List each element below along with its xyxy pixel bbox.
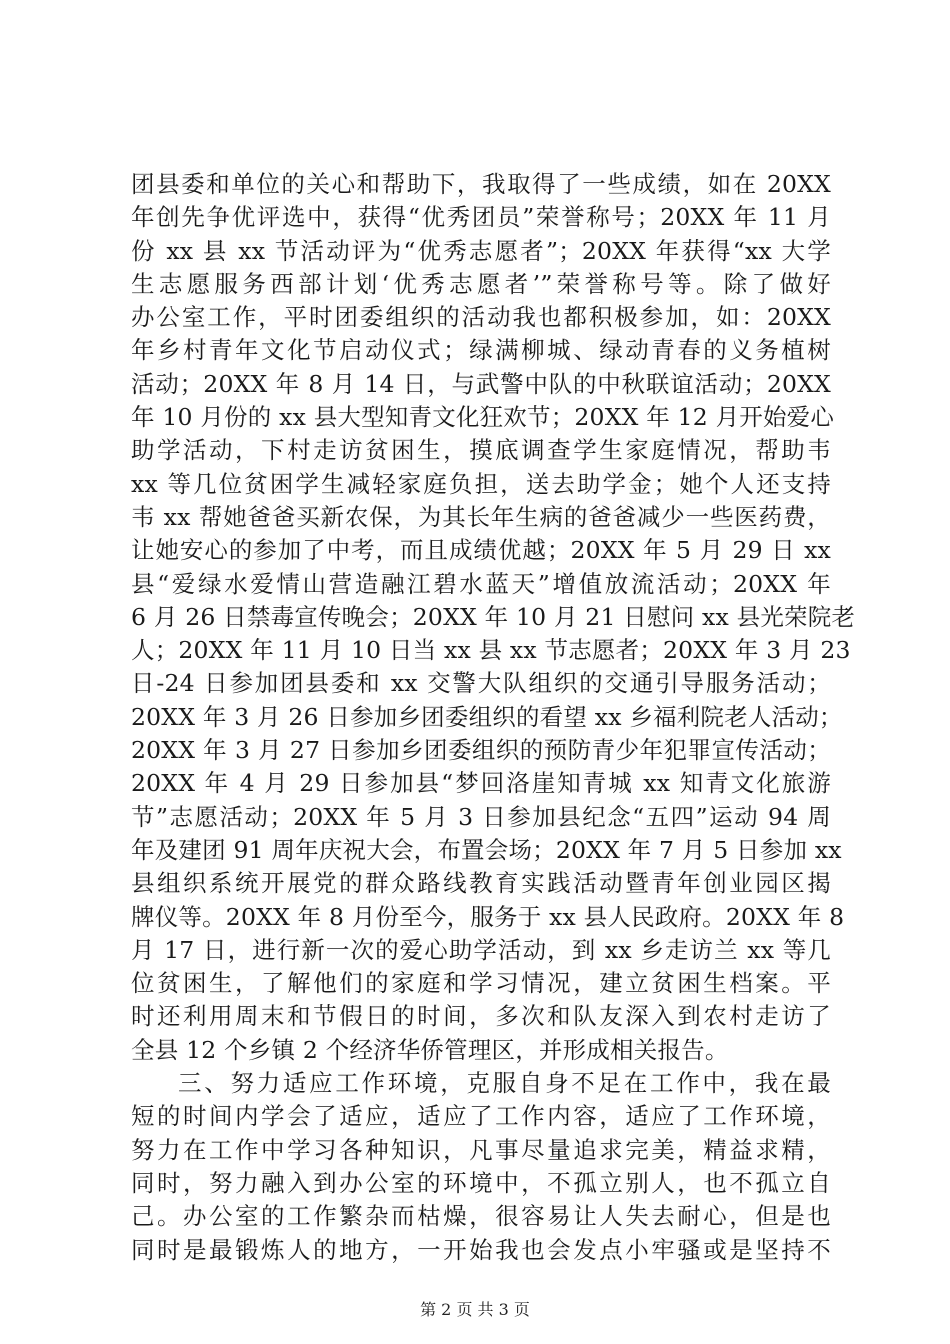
text-line: 办公室工作，平时团委组织的活动我也都积极参加，如：20XX — [131, 303, 831, 332]
text-line: 年乡村青年文化节启动仪式；绿满柳城、绿动青春的义务植树 — [131, 336, 831, 365]
text-line: 韦 xx 帮她爸爸买新农保，为其长年生病的爸爸减少一些医药费， — [131, 502, 831, 531]
text-line: 年创先争优评选中，获得“优秀团员”荣誉称号；20XX 年 11 月 — [131, 203, 831, 232]
text-line: 己。办公室的工作繁杂而枯燥，很容易让人失去耐心，但是也 — [131, 1202, 831, 1231]
text-line: 同时，努力融入到办公室的环境中，不孤立别人，也不孤立自 — [131, 1168, 831, 1197]
text-line: 助学活动，下村走访贫困生，摸底调查学生家庭情况，帮助韦 — [131, 436, 831, 465]
text-line: 20XX 年 3 月 26 日参加乡团委组织的看望 xx 乡福利院老人活动； — [131, 702, 843, 731]
text-line: 努力在工作中学习各种知识，凡事尽量追求完美，精益求精， — [131, 1135, 831, 1164]
text-line: 生志愿服务西部计划‘优秀志愿者’”荣誉称号等。除了做好 — [131, 269, 831, 298]
text-line: 同时是最锻炼人的地方，一开始我也会发点小牢骚或是坚持不 — [131, 1235, 831, 1264]
text-line: 团县委和单位的关心和帮助下，我取得了一些成绩，如在 20XX — [131, 170, 831, 198]
text-line: 县组织系统开展党的群众路线教育实践活动暨青年创业园区揭 — [131, 869, 831, 898]
text-line: 20XX 年 4 月 29 日参加县“梦回洛崖知青城 xx 知青文化旅游 — [131, 769, 831, 798]
text-line: 份 xx 县 xx 节活动评为“优秀志愿者”；20XX 年获得“xx 大学 — [131, 236, 831, 265]
text-line: 年及建团 91 周年庆祝大会，布置会场；20XX 年 7 月 5 日参加 xx — [131, 835, 842, 864]
text-line: 人；20XX 年 11 月 10 日当 xx 县 xx 节志愿者；20XX 年 3 月 23 — [131, 636, 851, 665]
text-line: 节”志愿活动；20XX 年 5 月 3 日参加县纪念“五四”运动 94 周 — [131, 802, 831, 831]
body-text — [131, 168, 856, 1267]
text-line: 时还利用周末和节假日的时间，多次和队友深入到农村走访了 — [131, 1002, 831, 1031]
text-line: 6 月 26 日禁毒宣传晚会；20XX 年 10 月 21 日慰问 xx 县光荣院老 — [131, 602, 856, 631]
page-number-footer: 第 2 页 共 3 页 — [420, 1300, 530, 1319]
text-line: 全县 12 个乡镇 2 个经济华侨管理区，并形成相关报告。 — [131, 1035, 729, 1064]
text-line: 年 10 月份的 xx 县大型知青文化狂欢节；20XX 年 12 月开始爱心 — [131, 403, 835, 432]
text-line: 牌仪等。20XX 年 8 月份至今，服务于 xx 县人民政府。20XX 年 8 — [131, 902, 845, 931]
text-line: 位贫困生，了解他们的家庭和学习情况，建立贫困生档案。平 — [131, 969, 831, 998]
text-line: 短的时间内学会了适应，适应了工作内容，适应了工作环境， — [131, 1102, 831, 1131]
text-line: xx 等几位贫困学生减轻家庭负担，送去助学金；她个人还支持 — [131, 469, 831, 498]
text-line: 县“爱绿水爱情山营造融江碧水蓝天”增值放流活动；20XX 年 — [131, 569, 831, 598]
text-line: 活动；20XX 年 8 月 14 日，与武警中队的中秋联谊活动；20XX — [131, 369, 831, 398]
text-line: 让她安心的参加了中考，而且成绩优越；20XX 年 5 月 29 日 xx — [131, 536, 831, 565]
text-line: 日-24 日参加团县委和 xx 交警大队组织的交通引导服务活动； — [131, 669, 831, 698]
text-line: 20XX 年 3 月 27 日参加乡团委组织的预防青少年犯罪宣传活动； — [131, 736, 831, 765]
text-line: 三、努力适应工作环境，克服自身不足在工作中，我在最 — [178, 1069, 831, 1098]
text-line: 月 17 日，进行新一次的爱心助学活动，到 xx 乡走访兰 xx 等几 — [131, 935, 831, 964]
